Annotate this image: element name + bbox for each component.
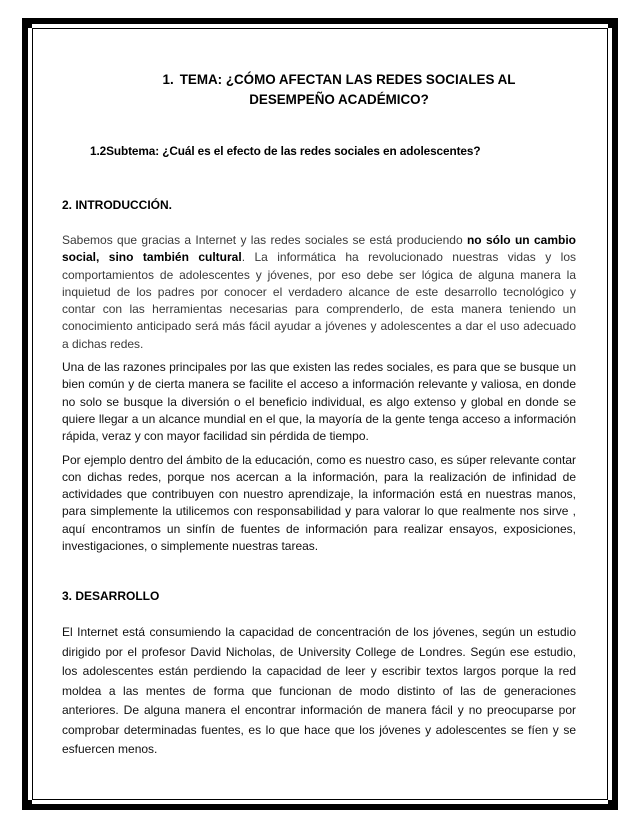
intro-paragraph-3: Por ejemplo dentro del ámbito de la educación, como es nuestro caso, es súper relevante contar con dichas redes, porque nos acercan a la información, para la realización de infinidad de actividades que contribuyen con nuestro aprendizaje, la información está en nuestras manos, para simplemente la utilicemos con responsabilidad y para valorar lo que realmente nos sirve , aquí encontramos un sinfín de fuentes de información para realizar ensayos, exposiciones, investigaciones, o simplemente nuestras tareas. [62, 452, 576, 554]
intro-emphasis: no sólo un cambio social, sino también cultural [62, 233, 576, 265]
corner-ornament [608, 18, 618, 28]
document-subtitle: 1.2Subtema: ¿Cuál es el efecto de las redes sociales en adolescentes? [90, 144, 481, 158]
section-heading-desarrollo: 3. DESARROLLO [62, 589, 160, 604]
document-body [62, 70, 576, 760]
corner-ornament [22, 800, 32, 810]
document-title [62, 70, 576, 110]
section-heading-introduccion: 2. INTRODUCCIÓN. [62, 198, 173, 212]
title-number: 1. [162, 72, 174, 87]
corner-ornament [22, 18, 32, 28]
intro-paragraph-1: Sabemos que gracias a Internet y las redes sociales se está produciendo no sólo un cambio social, sino también cultural. La informática ha revolucionado nuestras vidas y los comportamientos de adolescentes y jóvenes, por eso debe ser lógica de alguna manera la inquietud de los padres por conocer el verdadero alcance de este desarrollo tecnológico y contar con las herramientas necesarias para comprenderlo, de esta manera teniendo un conocimiento anticipado será más fácil ayudar a jóvenes y adolescentes a dar el uso adecuado a dichas redes. [62, 233, 576, 351]
corner-ornament [608, 800, 618, 810]
title-line-2: DESEMPEÑO ACADÉMICO? [249, 92, 429, 107]
desarrollo-paragraph-1: El Internet está consumiendo la capacidad de concentración de los jóvenes, según un estudio dirigido por el profesor David Nicholas, de University College de Londres. Según ese estudio, los adolescentes están perdiendo la capacidad de leer y escribir textos largos porque la red moldea a las mentes de forma que funcionan de modo distinto of las de generaciones anteriores. De alguna manera el encontrar información de manera fácil y no preocuparse por comprobar determinadas fuentes, es lo que hace que los jóvenes y adolescentes se fíen y se esfuercen menos. [62, 625, 576, 757]
intro-paragraph-2: Una de las razones principales por las que existen las redes sociales, es para que se busque un bien común y de cierta manera se facilite el acceso a información relevante y valiosa, en donde no solo se busque la diversión o el beneficio individual, es algo extenso y global en donde se quiere llegar a un alcance mundial en el que, la mayoría de la gente tenga acceso a información rápida, veraz y con mayor facilidad sin pérdida de tiempo. [62, 360, 576, 444]
title-line-1: TEMA: ¿CÓMO AFECTAN LAS REDES SOCIALES AL [179, 72, 516, 87]
